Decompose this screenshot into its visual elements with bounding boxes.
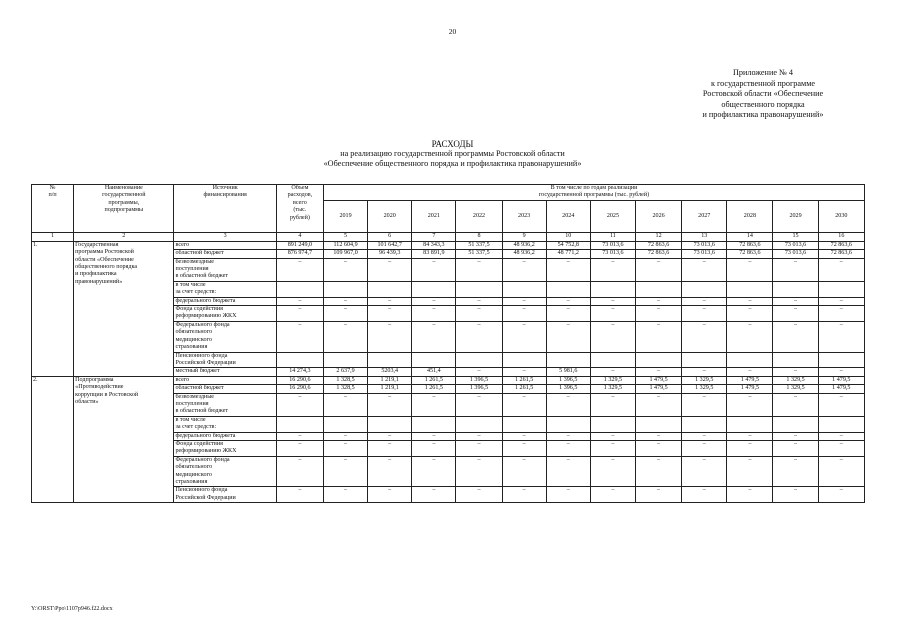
year-value: – — [590, 393, 635, 416]
total-value: 16 290,6 — [276, 376, 323, 384]
funding-source: областной бюджет — [174, 250, 276, 258]
year-value: – — [323, 306, 367, 322]
year-value: 72 863,6 — [818, 241, 864, 249]
year-value: – — [412, 321, 456, 352]
header-year: 2023 — [502, 200, 546, 232]
year-value: – — [368, 306, 412, 322]
page-number: 20 — [448, 27, 457, 36]
year-value: 5 981,6 — [546, 368, 590, 376]
year-value: – — [818, 306, 864, 322]
year-value: – — [773, 487, 818, 503]
header-total: Объем расходов, всего (тыс. рублей) — [276, 185, 323, 233]
total-value — [276, 281, 323, 297]
funding-source: областной бюджет — [174, 385, 276, 393]
year-value: – — [502, 487, 546, 503]
column-index: 11 — [590, 232, 635, 241]
year-value: 72 863,6 — [727, 250, 773, 258]
year-value: 1 328,5 — [323, 385, 367, 393]
year-value — [412, 416, 456, 432]
year-value: – — [773, 297, 818, 305]
year-value: – — [456, 368, 502, 376]
year-value — [368, 416, 412, 432]
column-index: 15 — [773, 232, 818, 241]
year-value: – — [456, 258, 502, 281]
document-title — [0, 139, 905, 170]
appendix-line: к государственной программе — [710, 78, 816, 88]
appendix-line: общественного порядка — [721, 99, 805, 109]
year-value: – — [727, 368, 773, 376]
year-value: – — [456, 487, 502, 503]
year-value: – — [818, 432, 864, 440]
year-value — [456, 281, 502, 297]
year-value: 73 013,6 — [682, 241, 727, 249]
year-value: – — [636, 297, 682, 305]
column-index: 13 — [682, 232, 727, 241]
year-value: – — [546, 456, 590, 487]
year-value: 109 967,0 — [323, 250, 367, 258]
year-value: – — [546, 432, 590, 440]
year-value: – — [636, 321, 682, 352]
year-value: – — [502, 368, 546, 376]
year-value: – — [727, 321, 773, 352]
header-year: 2025 — [590, 200, 635, 232]
year-value: – — [456, 432, 502, 440]
total-value: – — [276, 258, 323, 281]
year-value — [412, 281, 456, 297]
header-year: 2027 — [682, 200, 727, 232]
year-value: – — [412, 393, 456, 416]
total-value — [276, 352, 323, 368]
year-value — [546, 352, 590, 368]
year-value — [773, 352, 818, 368]
year-value: – — [818, 368, 864, 376]
year-value: – — [727, 258, 773, 281]
funding-source: федерального бюджета — [174, 432, 276, 440]
year-value: – — [818, 321, 864, 352]
year-value: – — [818, 456, 864, 487]
year-value: – — [682, 432, 727, 440]
funding-source: всего — [174, 241, 276, 249]
column-index: 7 — [412, 232, 456, 241]
expenses-table — [31, 184, 865, 503]
appendix-caption — [663, 68, 863, 121]
year-value — [773, 416, 818, 432]
year-value: – — [546, 321, 590, 352]
year-value: – — [546, 393, 590, 416]
total-value: – — [276, 393, 323, 416]
column-index: 12 — [636, 232, 682, 241]
year-value: – — [682, 368, 727, 376]
year-value — [502, 416, 546, 432]
year-value: – — [546, 297, 590, 305]
row-number: 2. — [32, 376, 74, 503]
year-value: – — [636, 432, 682, 440]
funding-source: в том числе за счет средств: — [174, 416, 276, 432]
year-value: – — [546, 306, 590, 322]
program-name: Подпрограмма «Противодействие коррупции в Ростовской области» — [74, 376, 174, 503]
year-value: – — [412, 456, 456, 487]
year-value: – — [456, 321, 502, 352]
year-value: – — [727, 440, 773, 456]
year-value: – — [682, 440, 727, 456]
year-value: 73 013,6 — [773, 241, 818, 249]
year-value: – — [546, 440, 590, 456]
year-value: 1 396,5 — [456, 385, 502, 393]
year-value: – — [682, 306, 727, 322]
year-value: – — [590, 297, 635, 305]
year-value: – — [636, 456, 682, 487]
year-value: 101 642,7 — [368, 241, 412, 249]
year-value: 51 337,5 — [456, 241, 502, 249]
year-value: – — [727, 393, 773, 416]
year-value: 73 013,6 — [590, 241, 635, 249]
year-value: – — [590, 258, 635, 281]
total-value: – — [276, 321, 323, 352]
table-row — [32, 241, 865, 249]
year-value: 1 329,5 — [590, 385, 635, 393]
column-index: 10 — [546, 232, 590, 241]
year-value — [727, 281, 773, 297]
year-value — [773, 281, 818, 297]
year-value: – — [818, 393, 864, 416]
year-value: – — [502, 306, 546, 322]
year-value: 1 479,5 — [818, 385, 864, 393]
year-value: – — [682, 321, 727, 352]
year-value: – — [323, 321, 367, 352]
year-value: 73 013,6 — [773, 250, 818, 258]
year-value — [412, 352, 456, 368]
year-value: – — [682, 297, 727, 305]
column-index: 8 — [456, 232, 502, 241]
year-value — [636, 281, 682, 297]
year-value — [590, 281, 635, 297]
year-value: – — [412, 440, 456, 456]
header-year: 2022 — [456, 200, 502, 232]
year-value: – — [773, 258, 818, 281]
total-value: – — [276, 432, 323, 440]
year-value: – — [727, 487, 773, 503]
year-value: 112 604,9 — [323, 241, 367, 249]
year-value: 1 261,5 — [412, 376, 456, 384]
year-value — [323, 352, 367, 368]
header-year: 2020 — [368, 200, 412, 232]
year-value: 451,4 — [412, 368, 456, 376]
year-value: – — [590, 440, 635, 456]
column-index: 14 — [727, 232, 773, 241]
year-value — [818, 416, 864, 432]
column-index: 4 — [276, 232, 323, 241]
year-value: – — [502, 440, 546, 456]
total-value — [276, 416, 323, 432]
year-value: – — [590, 321, 635, 352]
year-value: – — [456, 393, 502, 416]
year-value: – — [590, 306, 635, 322]
year-value: – — [323, 487, 367, 503]
appendix-line: и профилактика правонарушений» — [702, 110, 824, 120]
year-value: 1 219,1 — [368, 376, 412, 384]
year-value: 1 261,5 — [502, 385, 546, 393]
year-value — [502, 352, 546, 368]
year-value: 73 013,6 — [682, 250, 727, 258]
year-value: – — [546, 258, 590, 281]
year-value — [323, 416, 367, 432]
year-value — [368, 281, 412, 297]
column-index: 2 — [74, 232, 174, 241]
funding-source: Федерального фонда обязательного медицинского страхования — [174, 456, 276, 487]
year-value: – — [727, 297, 773, 305]
year-value: 83 891,9 — [412, 250, 456, 258]
year-value — [636, 416, 682, 432]
year-value: – — [368, 297, 412, 305]
title-line: «Обеспечение общественного порядка и профилактика правонарушений» — [323, 159, 582, 169]
header-year: 2026 — [636, 200, 682, 232]
year-value: 5203,4 — [368, 368, 412, 376]
year-value: – — [590, 368, 635, 376]
year-value: – — [412, 306, 456, 322]
funding-source: федерального бюджета — [174, 297, 276, 305]
year-value: 1 329,5 — [773, 376, 818, 384]
total-value: – — [276, 440, 323, 456]
header-program-name: Наименование государственной программы, подпрограммы — [74, 185, 174, 233]
funding-source: Фонда содействия реформированию ЖКХ — [174, 440, 276, 456]
year-value: – — [412, 297, 456, 305]
column-index: 9 — [502, 232, 546, 241]
year-value: – — [412, 432, 456, 440]
year-value: – — [818, 297, 864, 305]
year-value: – — [727, 456, 773, 487]
year-value: – — [590, 456, 635, 487]
year-value: 96 439,3 — [368, 250, 412, 258]
year-value: – — [773, 306, 818, 322]
year-value: – — [456, 306, 502, 322]
header-funding-source: Источник финансирования — [174, 185, 276, 233]
year-value: – — [368, 440, 412, 456]
file-path: Y:\ORST\Ppo\1107p946.f22.docx — [31, 606, 113, 612]
year-value: – — [502, 258, 546, 281]
year-value: – — [368, 432, 412, 440]
column-index: 1 — [32, 232, 74, 241]
year-value: – — [636, 306, 682, 322]
year-value: 1 261,5 — [502, 376, 546, 384]
total-value: 891 249,0 — [276, 241, 323, 249]
header-year: 2024 — [546, 200, 590, 232]
year-value: – — [368, 487, 412, 503]
year-value — [502, 281, 546, 297]
year-value: 72 863,6 — [636, 250, 682, 258]
program-name: Государственная программа Ростовской области «Обеспечение общественного порядка и профилактика правонарушений» — [74, 241, 174, 376]
column-index: 5 — [323, 232, 367, 241]
year-value: 1 479,5 — [727, 376, 773, 384]
year-value: 51 337,5 — [456, 250, 502, 258]
year-value: 1 328,5 — [323, 376, 367, 384]
year-value: – — [323, 297, 367, 305]
year-value: – — [412, 258, 456, 281]
title-line: на реализацию государственной программы Ростовской области — [340, 149, 565, 159]
year-value: – — [682, 456, 727, 487]
year-value: – — [323, 258, 367, 281]
year-value: – — [456, 456, 502, 487]
year-value: – — [368, 321, 412, 352]
appendix-line: Ростовской области «Обеспечение — [702, 89, 824, 99]
year-value: – — [502, 393, 546, 416]
year-value: – — [546, 487, 590, 503]
year-value: 72 863,6 — [818, 250, 864, 258]
year-value: 1 479,5 — [818, 376, 864, 384]
funding-source: Федерального фонда обязательного медицинского страхования — [174, 321, 276, 352]
year-value: 54 752,8 — [546, 241, 590, 249]
year-value: – — [412, 487, 456, 503]
year-value — [636, 352, 682, 368]
year-value — [590, 352, 635, 368]
year-value: – — [502, 321, 546, 352]
year-value — [727, 352, 773, 368]
column-index-row — [32, 232, 865, 241]
year-value: 1 329,5 — [590, 376, 635, 384]
year-value: – — [682, 258, 727, 281]
year-value — [682, 352, 727, 368]
title-line: РАСХОДЫ — [431, 139, 474, 149]
year-value: – — [818, 440, 864, 456]
header-year: 2019 — [323, 200, 367, 232]
year-value — [682, 416, 727, 432]
year-value: 1 329,5 — [773, 385, 818, 393]
year-value: – — [773, 368, 818, 376]
year-value: 72 863,6 — [636, 241, 682, 249]
year-value — [323, 281, 367, 297]
appendix-line: Приложение № 4 — [733, 68, 793, 77]
year-value: 48 936,2 — [502, 250, 546, 258]
year-value: 1 479,5 — [727, 385, 773, 393]
year-value: – — [368, 258, 412, 281]
year-value: – — [502, 297, 546, 305]
year-value: 1 479,5 — [636, 385, 682, 393]
total-value: – — [276, 297, 323, 305]
year-value: – — [818, 487, 864, 503]
total-value: – — [276, 456, 323, 487]
header-year: 2028 — [727, 200, 773, 232]
year-value: – — [456, 297, 502, 305]
year-value — [546, 416, 590, 432]
row-number: 1. — [32, 241, 74, 376]
year-value: – — [773, 393, 818, 416]
year-value — [682, 281, 727, 297]
funding-source: местный бюджет — [174, 368, 276, 376]
year-value — [727, 416, 773, 432]
year-value: – — [636, 440, 682, 456]
year-value — [818, 352, 864, 368]
funding-source: Пенсионного фонда Российской Федерации — [174, 352, 276, 368]
year-value: 48 936,2 — [502, 241, 546, 249]
year-value: – — [727, 306, 773, 322]
year-value: – — [590, 432, 635, 440]
year-value — [818, 281, 864, 297]
year-value: 1 261,5 — [412, 385, 456, 393]
header-year: 2030 — [818, 200, 864, 232]
year-value: – — [682, 487, 727, 503]
year-value: – — [323, 456, 367, 487]
year-value: – — [682, 393, 727, 416]
year-value: – — [590, 487, 635, 503]
funding-source: безвозмездные поступления в областной бюджет — [174, 258, 276, 281]
year-value: 2 637,9 — [323, 368, 367, 376]
year-value — [590, 416, 635, 432]
year-value: 72 863,6 — [727, 241, 773, 249]
year-value: 1 329,5 — [682, 385, 727, 393]
year-value: – — [773, 440, 818, 456]
year-value: 1 396,5 — [546, 385, 590, 393]
year-value: – — [456, 440, 502, 456]
header-year: 2021 — [412, 200, 456, 232]
year-value: – — [368, 456, 412, 487]
year-value: – — [323, 440, 367, 456]
year-value: – — [502, 432, 546, 440]
year-value: – — [368, 393, 412, 416]
year-value — [456, 416, 502, 432]
year-value: – — [323, 432, 367, 440]
total-value: 14 274,3 — [276, 368, 323, 376]
funding-source: безвозмездные поступления в областной бюджет — [174, 393, 276, 416]
header-years-group: В том числе по годам реализации государственной программы (тыс. рублей) — [323, 185, 864, 201]
header-year: 2029 — [773, 200, 818, 232]
year-value: 1 396,5 — [456, 376, 502, 384]
year-value: 48 771,2 — [546, 250, 590, 258]
year-value — [546, 281, 590, 297]
year-value: – — [636, 368, 682, 376]
funding-source: всего — [174, 376, 276, 384]
total-value: 876 974,7 — [276, 250, 323, 258]
funding-source: Фонда содействия реформированию ЖКХ — [174, 306, 276, 322]
year-value: 1 479,5 — [636, 376, 682, 384]
header-number: № п/п — [32, 185, 74, 233]
total-value: – — [276, 306, 323, 322]
year-value: 84 343,3 — [412, 241, 456, 249]
total-value: – — [276, 487, 323, 503]
year-value: 1 396,5 — [546, 376, 590, 384]
year-value — [368, 352, 412, 368]
funding-source: Пенсионного фонда Российской Федерации — [174, 487, 276, 503]
year-value: – — [818, 258, 864, 281]
year-value: – — [323, 393, 367, 416]
year-value: 1 219,1 — [368, 385, 412, 393]
year-value: – — [773, 432, 818, 440]
year-value: – — [727, 432, 773, 440]
column-index: 16 — [818, 232, 864, 241]
year-value: – — [773, 321, 818, 352]
column-index: 6 — [368, 232, 412, 241]
column-index: 3 — [174, 232, 276, 241]
year-value: – — [502, 456, 546, 487]
year-value: – — [636, 487, 682, 503]
year-value: – — [636, 393, 682, 416]
funding-source: в том числе за счет средств: — [174, 281, 276, 297]
table-row — [32, 376, 865, 384]
year-value: 73 013,6 — [590, 250, 635, 258]
year-value: – — [773, 456, 818, 487]
total-value: 16 290,6 — [276, 385, 323, 393]
year-value: 1 329,5 — [682, 376, 727, 384]
year-value: – — [636, 258, 682, 281]
year-value — [456, 352, 502, 368]
